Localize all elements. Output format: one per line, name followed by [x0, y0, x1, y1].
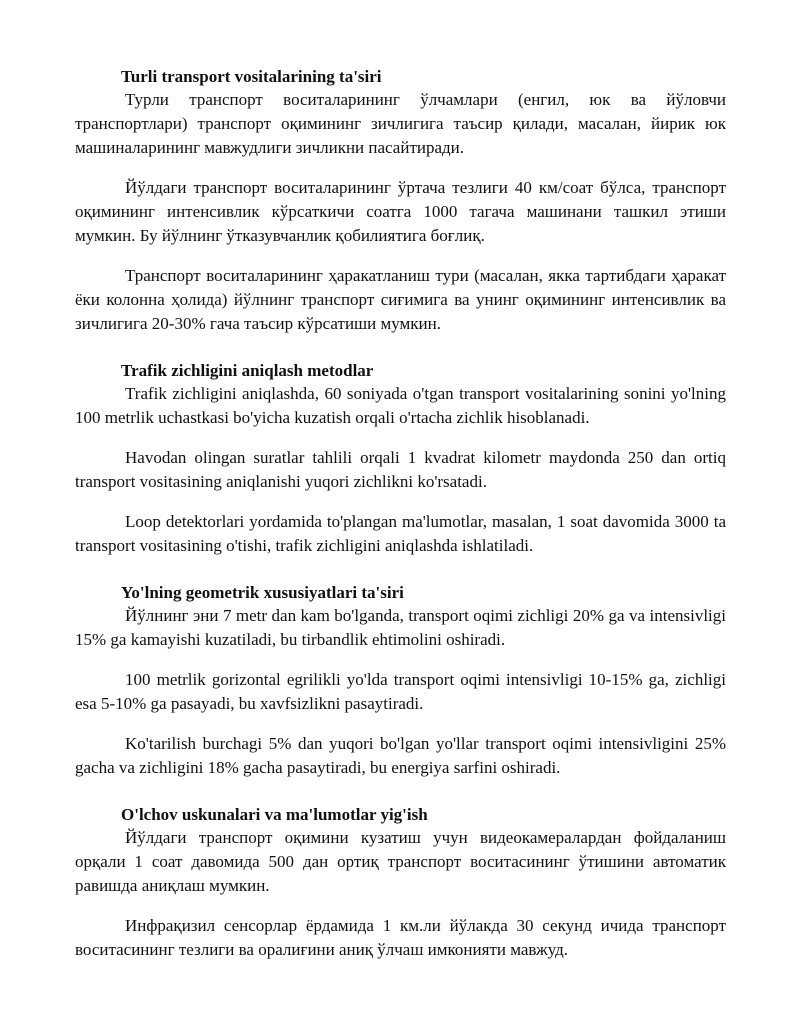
section-heading: Trafik zichligini aniqlash metodlar [121, 361, 374, 380]
section-heading: Turli transport vositalarining ta'siri [121, 67, 382, 86]
paragraph: Trafik zichligini aniqlashda, 60 soniyada o'tgan transport vositalarining sonini yo'lning 100 metrlik uchastkasi bo'yicha kuzatish orqali o'rtacha zichlik hisoblanadi. [75, 384, 726, 427]
paragraph: Йўлнинг эни 7 metr dan kam bo'lganda, transport oqimi zichligi 20% ga va intensivligi 15% ga kamayishi kuzatiladi, bu tirbandlik ehtimolini oshiradi. [75, 606, 726, 649]
section-measurement-equipment [75, 804, 726, 962]
section-transport-types [75, 66, 726, 336]
paragraph: Инфрақизил сенсорлар ёрдамида 1 км.ли йўлакда 30 секунд ичида транспорт воситасининг тезлиги ва оралиғини аниқ ўлчаш имконияти мавжуд. [75, 916, 726, 959]
paragraph: Havodan olingan suratlar tahlili orqali 1 kvadrat kilometr maydonda 250 dan ortiq transport vositasining aniqlanishi yuqori zichlikni ko'rsatadi. [75, 448, 726, 491]
paragraph: Йўлдаги транспорт оқимини кузатиш учун видеокамералардан фойдаланиш орқали 1 соат давомида 500 дан ортиқ транспорт воситасининг ўтишини автоматик равишда аниқлаш мумкин. [75, 828, 726, 895]
section-heading: Yo'lning geometrik xususiyatlari ta'siri [121, 583, 404, 602]
paragraph: Транспорт воситаларининг ҳаракатланиш тури (масалан, якка тартибдаги ҳаракат ёки колонна ҳолида) йўлнинг транспорт сиғимига ва унинг оқимининг интенсивлик ва зичлигига 20-30% гача таъсир кўрсатиши мумкин. [75, 266, 726, 333]
paragraph: 100 metrlik gorizontal egrilikli yo'lda transport oqimi intensivligi 10-15% ga, zichligi esa 5-10% ga pasayadi, bu xavfsizlikni pasaytiradi. [75, 670, 726, 713]
paragraph: Турли транспорт воситаларининг ўлчамлари (енгил, юк ва йўловчи транспортлари) транспорт оқимининг зичлигига таъсир қилади, масалан, йирик юк машиналарининг мавжудлиги зичликни пасайтиради. [75, 90, 726, 157]
document-page [75, 66, 726, 962]
section-road-geometry [75, 582, 726, 780]
paragraph: Йўлдаги транспорт воситаларининг ўртача тезлиги 40 км/соат бўлса, транспорт оқимининг интенсивлик кўрсаткичи соатга 1000 тагача машинани ташкил этиши мумкин. Бу йўлнинг ўтказувчанлик қобилиятига боғлиқ. [75, 178, 726, 245]
paragraph: Loop detektorlari yordamida to'plangan ma'lumotlar, masalan, 1 soat davomida 3000 ta transport vositasining o'tishi, trafik zichligini aniqlashda ishlatiladi. [75, 512, 726, 555]
section-density-methods [75, 360, 726, 558]
paragraph: Ko'tarilish burchagi 5% dan yuqori bo'lgan yo'llar transport oqimi intensivligini 25% gacha va zichligini 18% gacha pasaytiradi, bu energiya sarfini oshiradi. [75, 734, 726, 777]
section-heading: O'lchov uskunalari va ma'lumotlar yig'ish [121, 805, 428, 824]
